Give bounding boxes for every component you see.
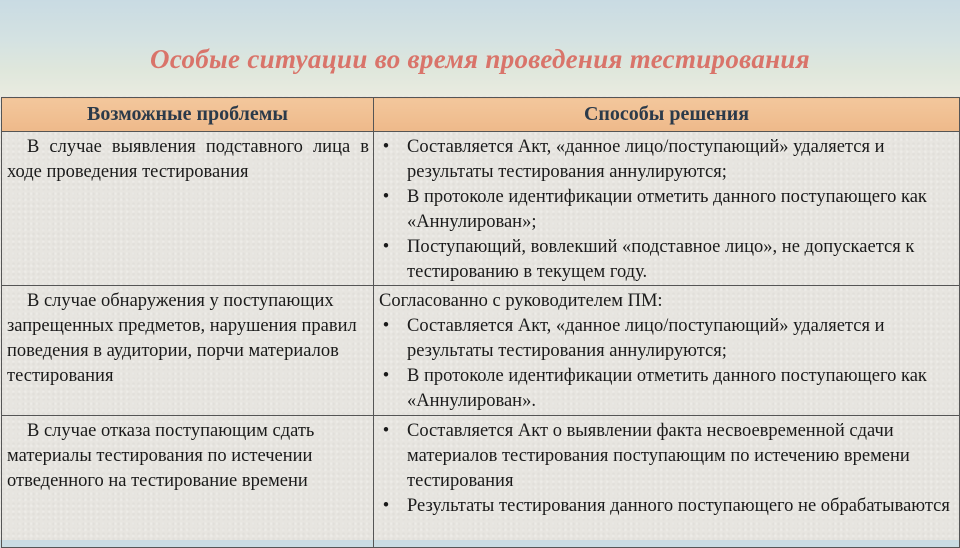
solution-text: Составляется Акт, «данное лицо/поступающий» удаляется и результаты тестирования аннулируются;	[407, 316, 885, 361]
list-item	[379, 494, 955, 519]
bullet-icon: •	[382, 137, 390, 157]
problem-text: В случае отказа поступающим сдать материалы тестирования по истечении отведенного на тестирование времени	[7, 421, 315, 491]
header-problems: Возможные проблемы	[2, 98, 374, 132]
slide-title: Особые ситуации во время проведения тестирования	[150, 44, 810, 74]
solution-list	[379, 314, 955, 414]
header-solutions: Способы решения	[374, 98, 960, 132]
solution-list	[379, 135, 955, 285]
solution-cell	[374, 286, 960, 416]
solution-cell	[374, 132, 960, 286]
list-item	[379, 185, 955, 235]
bullet-icon: •	[382, 421, 390, 441]
list-item	[379, 235, 955, 285]
solution-text: В протоколе идентификации отметить данного поступающего как «Аннулирован»;	[407, 187, 927, 232]
solution-text: Результаты тестирования данного поступающего не обрабатываются	[407, 496, 950, 516]
solution-lead: Согласованно с руководителем ПМ:	[379, 291, 663, 311]
situations-table	[1, 97, 960, 548]
problem-text: В случае выявления подставного лица в ходе проведения тестирования	[7, 137, 369, 182]
list-item	[379, 419, 955, 494]
list-item	[379, 135, 955, 185]
solution-text: Составляется Акт, «данное лицо/поступающий» удаляется и результаты тестирования аннулируются;	[407, 137, 885, 182]
bullet-icon: •	[382, 496, 390, 516]
problem-cell	[2, 416, 374, 548]
solution-text: Поступающий, вовлекший «подставное лицо», не допускается к тестированию в текущем году.	[407, 237, 915, 282]
solution-text: В протоколе идентификации отметить данного поступающего как «Аннулирован».	[407, 366, 927, 411]
solution-list	[379, 419, 955, 519]
solution-text: Составляется Акт о выявлении факта несвоевременной сдачи материалов тестирования поступающим по истечению времени тестирования	[407, 421, 910, 491]
table-row	[2, 286, 960, 416]
table-row	[2, 416, 960, 548]
problem-cell	[2, 286, 374, 416]
problem-text: В случае обнаружения у поступающих запрещенных предметов, нарушения правил поведения в аудитории, порчи материалов тестирования	[7, 291, 357, 386]
table-header-row	[2, 98, 960, 132]
table-row	[2, 132, 960, 286]
list-item	[379, 364, 955, 414]
list-item	[379, 314, 955, 364]
bullet-icon: •	[382, 237, 390, 257]
problem-cell	[2, 132, 374, 286]
bullet-icon: •	[382, 187, 390, 207]
solution-cell	[374, 416, 960, 548]
bullet-icon: •	[382, 316, 390, 336]
bullet-icon: •	[382, 366, 390, 386]
